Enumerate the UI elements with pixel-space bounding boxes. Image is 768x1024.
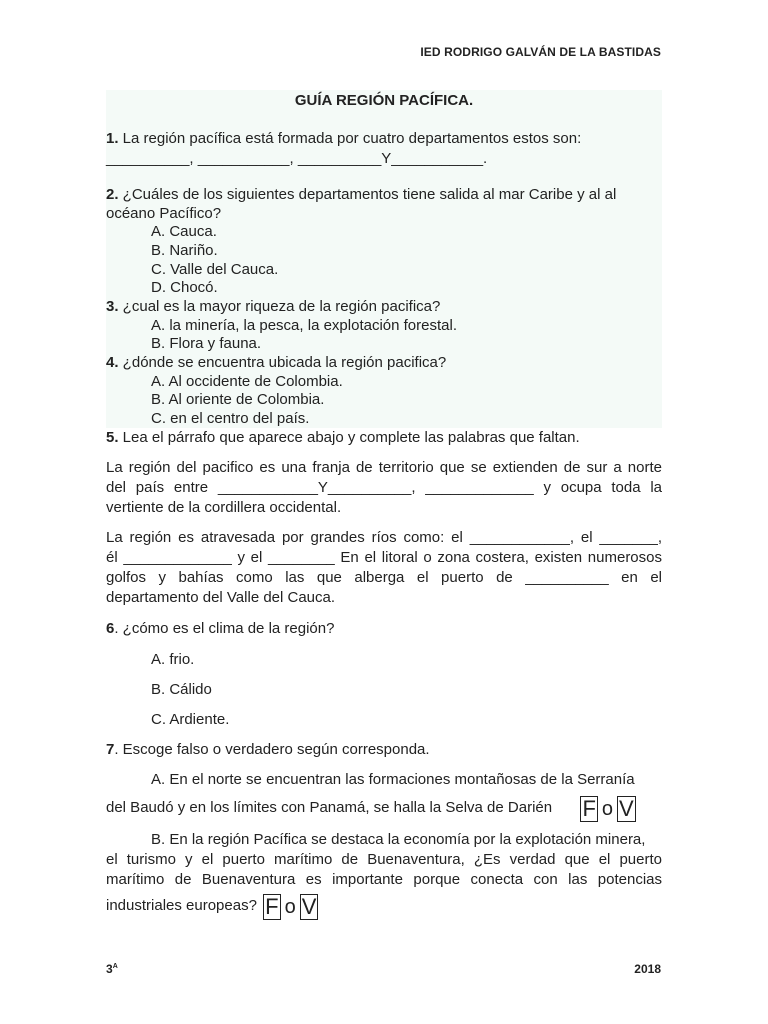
- statement-b-line: industriales europeas? F o V: [106, 894, 317, 919]
- paragraph-line: del país entre ____________Y__________, _____________ y ocupa toda la: [106, 479, 662, 496]
- question-text: ¿Cuáles de los siguientes departamentos tiene salida al mar Caribe y al al: [118, 186, 617, 203]
- option: B. Nariño.: [151, 242, 218, 259]
- paragraph-line: La región del pacifico es una franja de territorio que se extienden de sur a norte: [106, 459, 662, 476]
- question-3: [106, 297, 440, 316]
- question-text: La región pacífica está formada por cuatro departamentos estos son:: [118, 130, 582, 147]
- question-number: 6: [106, 620, 115, 637]
- option: C. en el centro del país.: [151, 410, 310, 427]
- question-7: [106, 740, 430, 759]
- question-number: 5.: [106, 429, 119, 446]
- paragraph-line: él _____________ y el ________ En el litoral o zona costera, existen numerosos: [106, 549, 662, 566]
- paragraph-line: departamento del Valle del Cauca.: [106, 589, 336, 606]
- paragraph-line: vertiente de la cordillera occidental.: [106, 499, 342, 516]
- true-box[interactable]: V: [619, 796, 634, 821]
- question-1: [106, 129, 581, 148]
- option: A. Al occidente de Colombia.: [151, 373, 343, 390]
- false-box[interactable]: F: [265, 894, 279, 919]
- false-box[interactable]: F: [582, 796, 596, 821]
- question-2: [106, 185, 616, 204]
- or-text: o: [601, 798, 614, 820]
- document-title: GUÍA REGIÓN PACÍFICA.: [294, 92, 474, 109]
- option: B. Al oriente de Colombia.: [151, 391, 325, 408]
- question-number: 7: [106, 741, 115, 758]
- option: A. la minería, la pesca, la explotación forestal.: [151, 317, 457, 334]
- question-text: Lea el párrafo que aparece abajo y complete las palabras que faltan.: [118, 429, 580, 446]
- statement-a-line: del Baudó y en los límites con Panamá, se halla la Selva de Darién F o V: [106, 796, 634, 821]
- question-text: . Escoge falso o verdadero según corresponda.: [114, 741, 430, 758]
- question-1-blanks: __________, ___________, __________Y___________.: [106, 150, 488, 167]
- or-text: o: [284, 896, 296, 918]
- paragraph-line: golfos y bahías como las que alberga el puerto de __________ en el: [106, 569, 662, 586]
- option: C. Valle del Cauca.: [151, 261, 279, 278]
- footer-year: 2018: [634, 962, 661, 976]
- question-2-cont: océano Pacífico?: [106, 205, 222, 222]
- question-number: 4.: [106, 354, 119, 371]
- question-number: 1.: [106, 130, 119, 147]
- paragraph-line: La región es atravesada por grandes ríos como: el ____________, el _______,: [106, 529, 662, 546]
- true-box[interactable]: V: [301, 894, 317, 919]
- footer-grade: $3^A$: [106, 962, 118, 976]
- question-number: 2.: [106, 186, 119, 203]
- school-header: IED RODRIGO GALVÁN DE LA BASTIDAS: [420, 45, 661, 59]
- option: B. Cálido: [151, 681, 212, 698]
- statement-b-line: marítimo de Buenaventura es importante porque conecta con las potencias: [106, 871, 662, 888]
- statement-a-line: A. En el norte se encuentran las formaciones montañosas de la Serranía: [151, 771, 635, 788]
- option: A. frio.: [151, 651, 195, 668]
- option: C. Ardiente.: [151, 711, 230, 728]
- option: B. Flora y fauna.: [151, 335, 262, 352]
- option: A. Cauca.: [151, 223, 217, 240]
- question-5: [106, 428, 580, 447]
- question-text: . ¿cómo es el clima de la región?: [114, 620, 335, 637]
- question-6: [106, 619, 334, 638]
- question-text: ¿cual es la mayor riqueza de la región pacifica?: [118, 298, 441, 315]
- statement-b-line: el turismo y el puerto marítimo de Buenaventura, ¿Es verdad que el puerto: [106, 851, 662, 868]
- question-number: 3.: [106, 298, 119, 315]
- question-4: [106, 353, 446, 372]
- question-text: ¿dónde se encuentra ubicada la región pacifica?: [118, 354, 447, 371]
- statement-b-line: B. En la región Pacífica se destaca la economía por la explotación minera,: [151, 831, 646, 848]
- option: D. Chocó.: [151, 279, 218, 296]
